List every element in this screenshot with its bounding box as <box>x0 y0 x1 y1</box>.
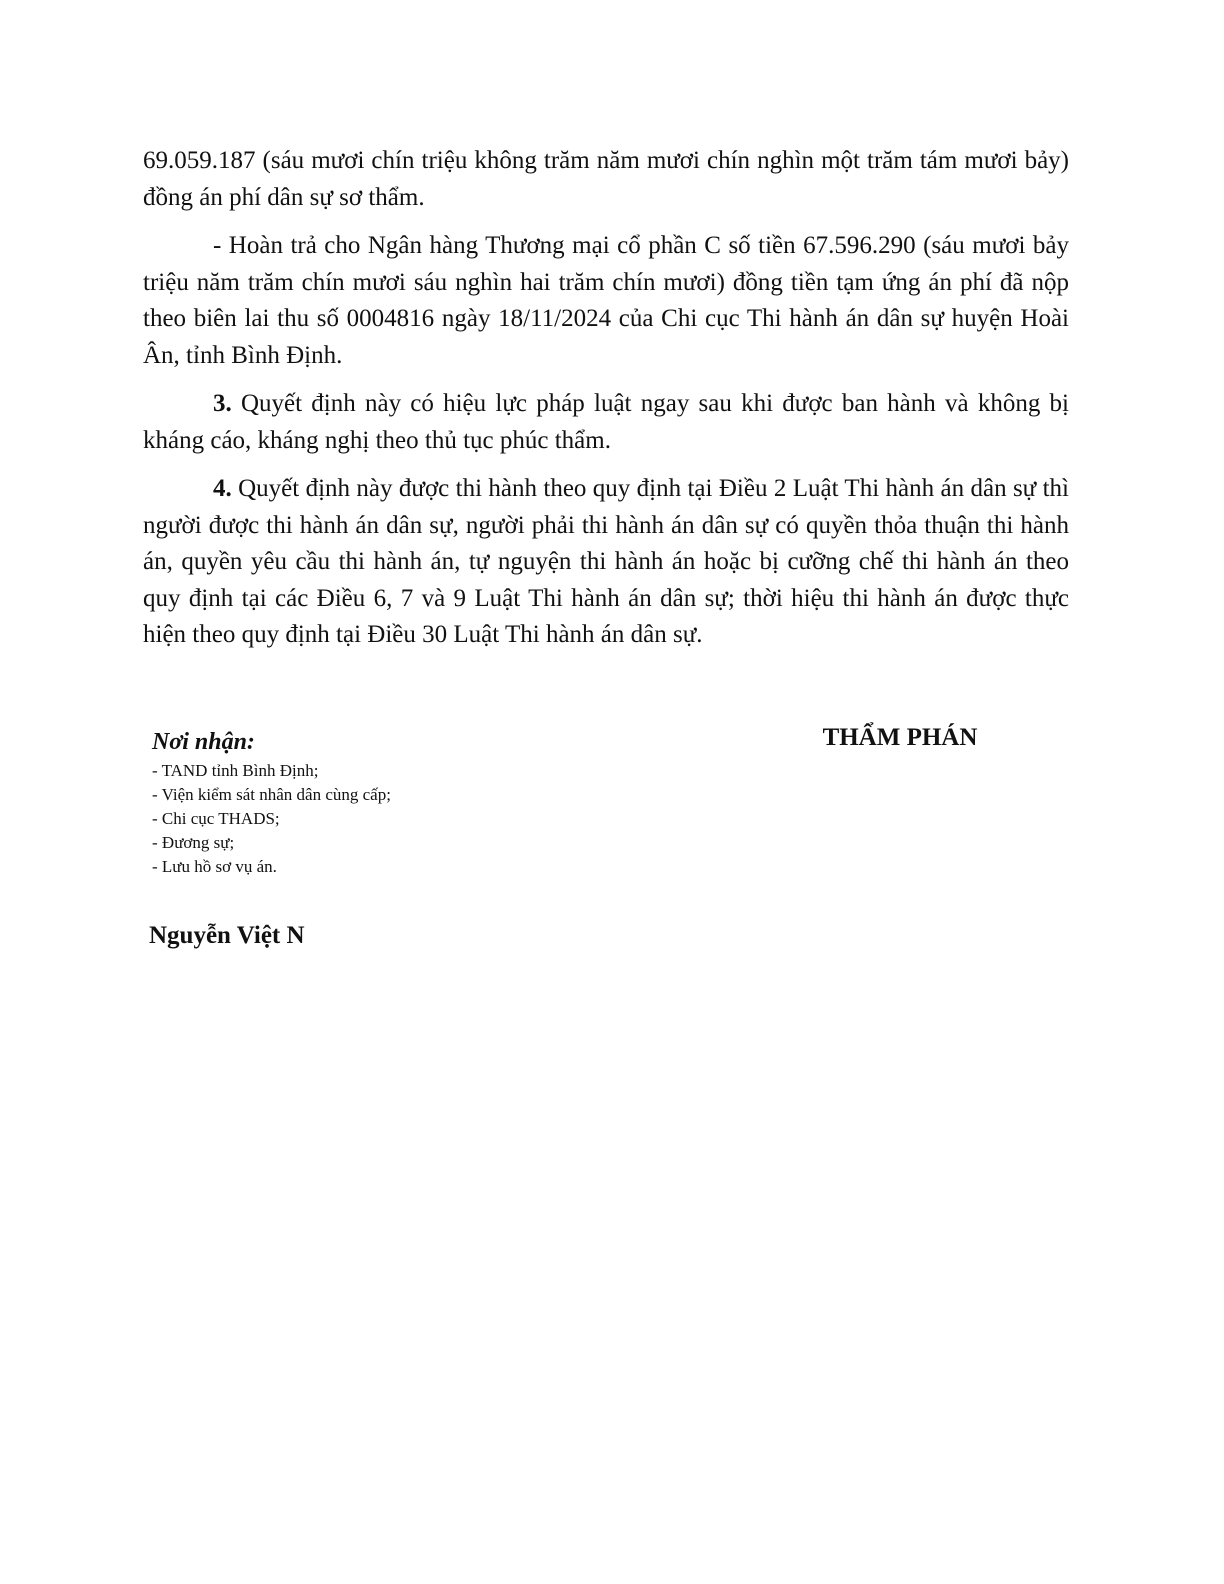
recipients-title: Nơi nhận: <box>152 729 255 755</box>
paragraph-text: - Hoàn trả cho Ngân hàng Thương mại cổ phần C số tiền 67.596.290 (sáu mươi bảy triệu năm trăm chín mươi sáu nghìn hai trăm chín mươi) đồng tiền tạm ứng án phí đã nộp theo biên lai thu số 0004816 ngày 18/11/2024 của Chi cục Thi hành án dân sự huyện Hoài Ân, tỉnh Bình Định. <box>143 232 1069 369</box>
paragraph-clause-3 <box>143 386 1069 459</box>
recipients-block <box>152 727 572 879</box>
paragraph-court-fee <box>143 143 1069 216</box>
paragraph-refund <box>143 228 1069 374</box>
recipient-item: - Lưu hồ sơ vụ án. <box>152 857 277 876</box>
recipients-list <box>152 759 572 879</box>
signature-title: THẨM PHÁN <box>822 724 978 751</box>
paragraph-number: 4. <box>213 475 232 502</box>
paragraph-number: 3. <box>213 390 232 417</box>
paragraph-text: Quyết định này được thi hành theo quy định tại Điều 2 Luật Thi hành án dân sự thì người được thi hành án dân sự, người phải thi hành án dân sự có quyền thỏa thuận thi hành án, quyền yêu cầu thi hành án, tự nguyện thi hành án hoặc bị cưỡng chế thi hành án theo quy định tại các Điều 6, 7 và 9 Luật Thi hành án dân sự; thời hiệu thi hành án được thực hiện theo quy định tại Điều 30 Luật Thi hành án dân sự. <box>143 475 1069 648</box>
recipient-item: - Chi cục THADS; <box>152 809 280 828</box>
paragraph-text: Quyết định này có hiệu lực pháp luật ngay sau khi được ban hành và không bị kháng cáo, kháng nghị theo thủ tục phúc thẩm. <box>143 390 1069 454</box>
recipient-item: - Đương sự; <box>152 833 235 852</box>
signer-name: Nguyễn Việt N <box>149 922 305 949</box>
paragraph-clause-4 <box>143 471 1069 654</box>
recipient-item: - TAND tỉnh Bình Định; <box>152 761 319 780</box>
recipient-item: - Viện kiểm sát nhân dân cùng cấp; <box>152 785 391 804</box>
decision-body <box>143 143 1069 666</box>
paragraph-text: 69.059.187 (sáu mươi chín triệu không trăm năm mươi chín nghìn một trăm tám mươi bảy) đồng án phí dân sự sơ thẩm. <box>143 147 1069 211</box>
